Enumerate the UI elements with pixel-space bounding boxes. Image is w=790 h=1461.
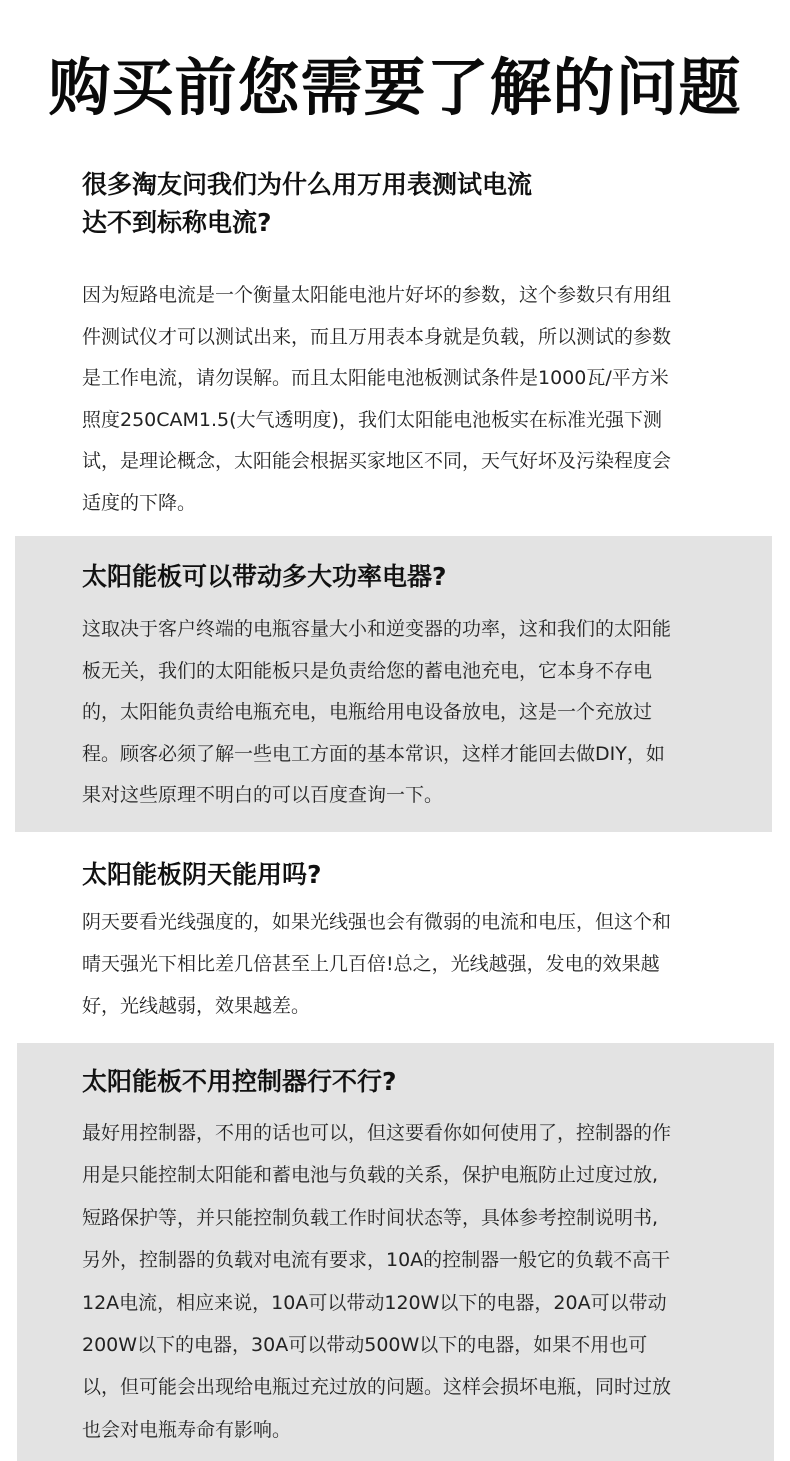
answer-line: 是工作电流，请勿误解。而且太阳能电池板测试条件是1000瓦/平方米	[82, 367, 669, 389]
answer-line: 板无关，我们的太阳能板只是负责给您的蓄电池充电，它本身不存电	[82, 659, 653, 682]
faq-section-appliance-power	[15, 536, 772, 832]
faq-section-controller	[17, 1043, 774, 1461]
answer-line: 这取决于客户终端的电瓶容量大小和逆变器的功率，这和我们的太阳能	[82, 618, 672, 640]
faq-question	[82, 166, 532, 242]
faq-answer	[82, 275, 712, 524]
answer-line: 晴天强光下相比差几倍甚至上几百倍!总之，光线越强，发电的效果越	[82, 953, 660, 975]
answer-line: 以，但可能会出现给电瓶过充过放的问题。这样会损坏电瓶，同时过放	[82, 1376, 672, 1399]
question-line: 达不到标称电流?	[82, 208, 272, 237]
faq-question	[82, 1063, 397, 1101]
question-line: 很多淘友问我们为什么用万用表测试电流	[82, 170, 533, 199]
answer-line: 也会对电瓶寿命有影响。	[82, 1418, 292, 1441]
faq-answer	[82, 901, 712, 1027]
faq-question	[82, 856, 322, 894]
answer-line: 适度的下降。	[82, 491, 197, 514]
answer-line: 另外，控制器的负载对电流有要求，10A的控制器一般它的负载不高干	[82, 1249, 671, 1272]
answer-line: 最好用控制器，不用的话也可以，但这要看你如何使用了，控制器的作	[82, 1122, 672, 1144]
faq-answer	[82, 609, 712, 817]
faq-question	[82, 558, 447, 596]
answer-line: 件测试仪才可以测试出来，而且万用表本身就是负载，所以测试的参数	[82, 325, 672, 348]
question-line: 太阳能板可以带动多大功率电器?	[82, 562, 447, 591]
answer-line: 200W以下的电器，30A可以带动500W以下的电器，如果不用也可	[82, 1334, 648, 1357]
answer-line: 因为短路电流是一个衡量太阳能电池片好坏的参数，这个参数只有用组	[82, 284, 672, 306]
answer-line: 照度250CAM1.5(大气透明度)，我们太阳能电池板实在标准光强下测	[82, 408, 662, 431]
answer-line: 阴天要看光线强度的，如果光线强也会有微弱的电流和电压，但这个和	[82, 911, 672, 933]
question-line: 太阳能板不用控制器行不行?	[82, 1067, 397, 1096]
answer-line: 程。顾客必须了解一些电工方面的基本常识，这样才能回去做DIY，如	[82, 742, 665, 765]
faq-answer	[82, 1112, 712, 1451]
answer-line: 的，太阳能负责给电瓶充电，电瓶给用电设备放电，这是一个充放过	[82, 701, 653, 723]
answer-line: 短路保护等，并只能控制负载工作时间状态等，具体参考控制说明书,	[82, 1206, 659, 1229]
answer-line: 用是只能控制太阳能和蓄电池与负载的关系，保护电瓶防止过度过放,	[82, 1164, 659, 1187]
answer-line: 试，是理论概念，太阳能会根据买家地区不同，天气好坏及污染程度会	[82, 450, 672, 472]
answer-line: 好，光线越弱，效果越差。	[82, 995, 311, 1017]
faq-section-cloudy-weather	[0, 838, 790, 1038]
answer-line: 果对这些原理不明白的可以百度查询一下。	[82, 784, 444, 806]
answer-line: 12A电流，相应来说，10A可以带动120W以下的电器，20A可以带动	[82, 1291, 667, 1314]
faq-section-current-measurement	[0, 150, 790, 530]
question-line: 太阳能板阴天能用吗?	[82, 860, 322, 889]
page-title: 购买前您需要了解的问题	[48, 51, 742, 124]
